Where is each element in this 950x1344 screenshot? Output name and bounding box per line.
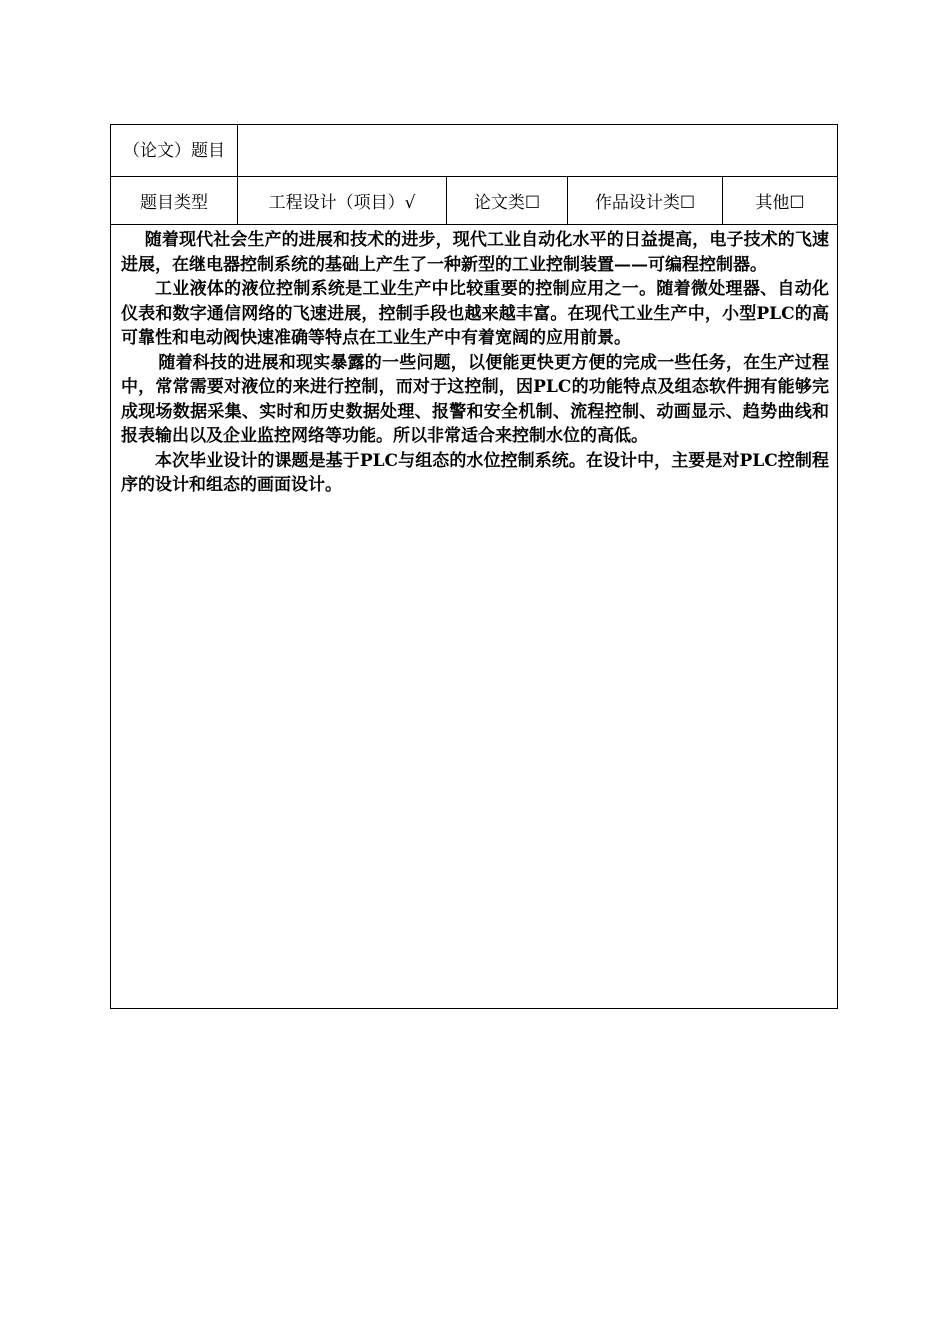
title-value-cell xyxy=(238,125,838,177)
title-label: （论文）题目 xyxy=(111,125,238,177)
abstract-paragraph-1: 随着现代社会生产的进展和技术的进步，现代工业自动化水平的日益提高，电子技术的飞速进展，在继电器控制系统的基础上产生了一种新型的工业控制装置——可编程控制器。 xyxy=(121,230,829,275)
type-row xyxy=(111,177,838,225)
type-option-engineering: 工程设计（项目）√ xyxy=(238,177,447,225)
abstract-paragraph-4: 本次毕业设计的课题是基于PLC与组态的水位控制系统。在设计中，主要是对PLC控制程序的设计和组态的画面设计。 xyxy=(121,450,829,495)
type-option-paper: 论文类☐ xyxy=(447,177,568,225)
title-row xyxy=(111,125,838,177)
type-label: 题目类型 xyxy=(111,177,238,225)
thesis-info-table xyxy=(110,124,838,1009)
abstract-paragraph-3: 随着科技的进展和现实暴露的一些问题，以便能更快更方便的完成一些任务，在生产过程中，常常需要对液位的来进行控制，而对于这控制，因PLC的功能特点及组态软件拥有能够完成现场数据采集、实时和历史数据处理、报警和安全机制、流程控制、动画显示、趋势曲线和报表输出以及企业监控网络等功能。所以非常适合来控制水位的高低。 xyxy=(121,352,829,446)
body-row xyxy=(111,225,838,1009)
abstract-paragraph-2: 工业液体的液位控制系统是工业生产中比较重要的控制应用之一。随着微处理器、自动化仪表和数字通信网络的飞速进展，控制手段也越来越丰富。在现代工业生产中，小型PLC的高可靠性和电动阀快速准确等特点在工业生产中有着宽阔的应用前景。 xyxy=(121,279,829,348)
type-option-other: 其他☐ xyxy=(723,177,838,225)
type-option-work-design: 作品设计类☐ xyxy=(568,177,723,225)
abstract-cell xyxy=(111,225,838,1009)
